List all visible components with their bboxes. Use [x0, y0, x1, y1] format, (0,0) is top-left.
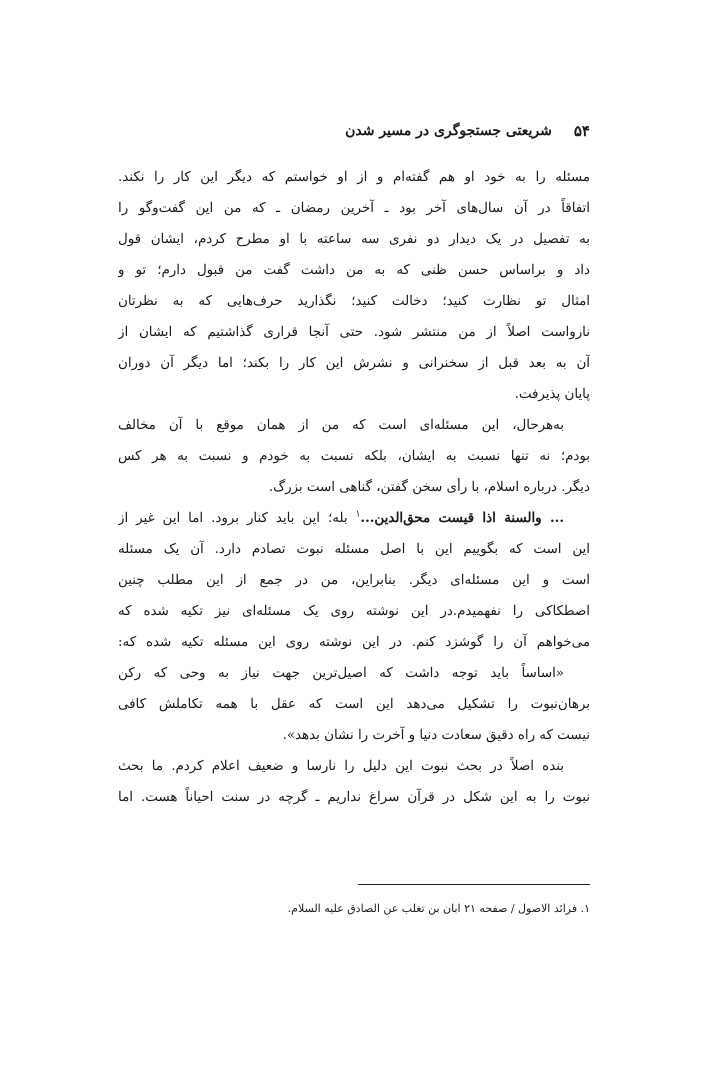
running-head [118, 118, 590, 144]
text-line: اتفاقاً در آن سال‌های آخر بود ـ آخرین رمضان ـ که من این گفت‌وگو را [118, 201, 590, 216]
text-line: «اساساً باید توجه داشت که اصیل‌ترین جهت نیاز به وحی که رکن [118, 666, 564, 681]
body-text [118, 162, 590, 813]
quote-continuation: بله؛ این باید کنار برود. اما این غیر از [118, 511, 348, 526]
text-line: پایان پذیرفت. [514, 387, 590, 402]
text-line-with-quote [118, 503, 590, 534]
text-line: برهان‌نبوت را تشکیل می‌دهد این است که عقل با همه تکاملش کافی [118, 697, 590, 712]
text-line: به‌هرحال، این مسئله‌ای است که من از همان موقع با آن مخالف [118, 418, 564, 433]
footnote-marker: ۱ [355, 509, 361, 520]
text-line: بنده اصلاً در بحث نبوت این دلیل را نارسا و ضعیف اعلام کردم. ما بحث [118, 759, 564, 774]
text-line: می‌خواهم آن را گوشزد کنم. در این نوشته روی این مسئله تکیه شده که: [118, 635, 590, 650]
text-line: به تفصیل در یک دیدار دو نفری سه ساعته با او مطرح کردم، ایشان قول [118, 232, 590, 247]
page-number: ۵۴ [573, 122, 590, 140]
text-line: اصطکاکی را نفهمیدم.در این نوشته روی یک مسئله‌ای نیز تکیه شده که [118, 604, 590, 619]
text-line: دیگر. درباره اسلام، با رأی سخن گفتن، گناهی است بزرگ. [268, 480, 590, 495]
running-title: شریعتی جستجوگری در مسیر شدن [345, 123, 552, 139]
footnote: ۱. فرائد الاصول / صفحه ۲۱ ابان بن تغلب عن الصادق علیه السلام. [287, 902, 590, 915]
text-line: نارواست اصلاً از من منتشر شود. حتی آنجا قراری گذاشتیم که ایشان از [118, 325, 590, 340]
text-line: نبوت را به این شکل در قرآن سراغ نداریم ـ گرچه در سنت احیاناً هست. اما [118, 790, 590, 805]
arabic-quote: ... والسنة اذا قیست محق‌الدین... [360, 510, 564, 526]
footnote-divider [358, 884, 590, 885]
text-line: است و این مسئله‌ای دیگر. بنابراین، من در جمع از این مطلب چنین [118, 573, 590, 588]
text-line: نیست که راه دقیق سعادت دنیا و آخرت را نشان بدهد». [282, 728, 590, 743]
text-line: بودم؛ نه تنها نسبت به ایشان، بلکه نسبت به خودم و نسبت به هر کس [118, 449, 590, 464]
text-line: داد و براساس حسن ظنی که به من داشت گفت من قبول دارم؛ تو و [118, 263, 590, 278]
text-line: مسئله را به خود او هم گفته‌ام و از او خواستم که دیگر این کار را نکند. [118, 170, 590, 185]
text-line: آن به بعد قبل از سخنرانی و نشرش این کار را بکند؛ اما دیگر آن دوران [118, 356, 590, 371]
text-line: این است که بگوییم این با اصل مسئله نبوت تصادم دارد. آن یک مسئله [118, 542, 590, 557]
text-line: امثال تو نظارت کنید؛ دخالت کنید؛ نگذارید حرف‌هایی که به نظرتان [118, 294, 590, 309]
